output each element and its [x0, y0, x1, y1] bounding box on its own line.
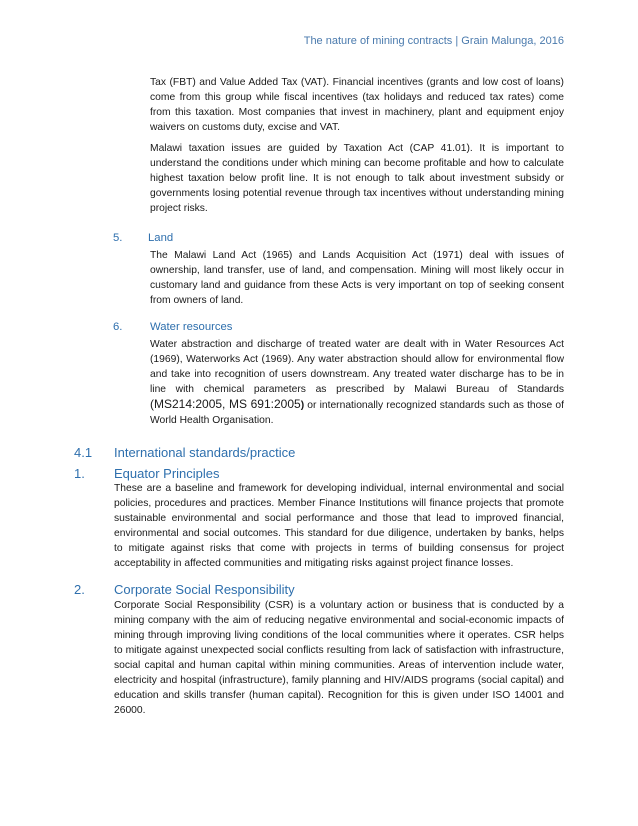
taxation-text-1: Tax (FBT) and Value Added Tax (VAT). Financial incentives (grants and low cost of loans) come from this group while fiscal incentives (tax holidays and reduced tax rates) come from this taxation. Most companies that invest in machinery, plant and equipment enjoy waivers on customs duty, excise and VAT. [150, 77, 564, 133]
taxation-text-2: Malawi taxation issues are guided by Taxation Act (CAP 41.01). It is important to understand the conditions under which mining can become profitable and how to calculate highest taxation below profit line. It is not enough to talk about investment subsidy or governments losing potential revenue through tax incentives without understanding mining project risks. [150, 143, 564, 214]
land-heading-number: 5. [113, 232, 123, 244]
international-heading-number: 4.1 [74, 445, 93, 460]
water-standard-reference: (MS214:2005, MS 691:2005 [150, 397, 301, 411]
water-text-after: or internationally recognized standards such as those of World Health Organisation. [150, 400, 564, 426]
water-heading [113, 321, 232, 333]
land-text: The Malawi Land Act (1965) and Lands Acquisition Act (1971) deal with issues of ownership, land transfer, use of land, and compensation. Mining will most likely occur in customary land and guidance from these Acts is very important on top of seeking consent from owners of land. [150, 250, 564, 306]
csr-section-body [114, 598, 564, 718]
csr-heading-number: 2. [74, 582, 85, 597]
csr-heading-title: Corporate Social Responsibility [114, 582, 295, 597]
csr-heading [74, 582, 295, 597]
water-heading-number: 6. [113, 321, 123, 333]
water-text-before: Water abstraction and discharge of treated water are dealt with in Water Resources Act (1969), Waterworks Act (1969). Any water abstraction should allow for environmental flow and take into recognition of users downstream. Any treated water discharge has to be in line with chemical parameters as prescribed by Malawi Bureau of Standards [150, 339, 564, 395]
water-heading-title: Water resources [150, 321, 233, 333]
international-heading [74, 445, 295, 460]
equator-heading [74, 466, 220, 481]
running-header: The nature of mining contracts | Grain Malunga, 2016 [303, 35, 564, 47]
taxation-paragraph-2 [150, 141, 564, 216]
land-section-body [150, 248, 564, 308]
csr-text: Corporate Social Responsibility (CSR) is a voluntary action or business that is conducted by a mining company with the aim of reducing negative environmental and social-economic impacts of mining through improving living conditions of the local communities where it operates. CSR helps to mitigate against unexpected social conflicts resulting from lack of satisfaction with infrastructure, social capital and human capital within mining communities. Areas of intervention include water, electricity and hospital (infrastructure), family planning and HIV/AIDS programs (social capital) and education and skills transfer (human capital). Recognition for this is given under ISO 14001 and 26000. [114, 600, 564, 716]
taxation-paragraph-1 [150, 75, 564, 135]
international-heading-title: International standards/practice [114, 445, 296, 460]
land-heading-title: Land [148, 232, 174, 244]
water-section-body [150, 337, 564, 428]
equator-text: These are a baseline and framework for developing individual, internal environmental and social policies, procedures and practices. Member Finance Institutions will finance projects that promote sustainable environmental and social performance and those that lead to improved financial, environmental and social outcomes. This standard for due diligence, undertaken by banks, helps to mitigate against risks that come with projects in terms of building consensus for project acceptability in affected communities and mitigating risks against project finance losses. [114, 483, 564, 569]
water-text [150, 337, 564, 428]
equator-heading-title: Equator Principles [114, 466, 220, 481]
land-heading [113, 232, 173, 244]
water-standard-close: ) [300, 400, 305, 411]
equator-section-body [114, 481, 564, 571]
equator-heading-number: 1. [74, 466, 85, 481]
